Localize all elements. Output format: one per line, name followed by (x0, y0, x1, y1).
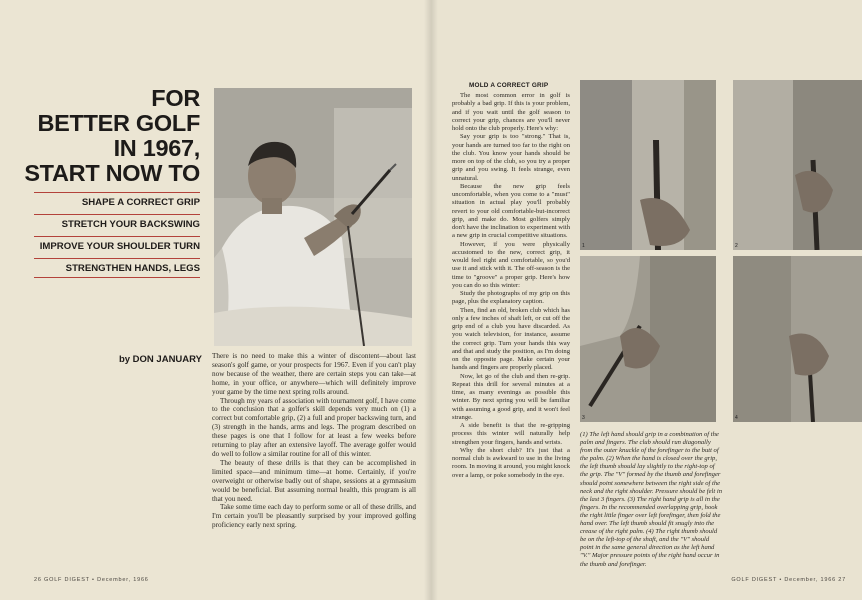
gutter (424, 0, 438, 600)
paragraph: A side benefit is that the re-gripping process this winter will naturally help strengthen your fingers, hands and wrists. (452, 422, 570, 446)
right-article-body (452, 92, 570, 480)
golfer-illustration (214, 88, 412, 346)
grip-photo-2 (733, 80, 862, 250)
grip-photo-1 (580, 80, 716, 250)
paragraph: Why the short club? It's just that a normal club is awkward to use in the living room. In moving it around, you might knock over a lamp, or poke somebody in the eye. (452, 446, 570, 479)
grip-illustration (733, 80, 862, 250)
headline-line: FOR (151, 85, 200, 111)
headline (14, 86, 200, 186)
tip-item: STRENGTHEN HANDS, LEGS (34, 258, 200, 278)
paragraph: Now, let go of the club and then re-grip. Repeat this drill for several minutes at a time, as many evenings as possible this winter. By next spring you will be familiar with assuming a good grip, and it won't feel strange. (452, 372, 570, 421)
tip-item: SHAPE A CORRECT GRIP (34, 192, 200, 210)
paragraph: Because the new grip feels uncomfortable, when you come to a "must" situation in actual play you'll probably revert to your old comfortable-but-incorrect grip, and make do. Most golfers simply don't have the inclination to experiment with a new grip in crucial competitive situations. (452, 182, 571, 240)
photo-number: 4 (735, 415, 738, 421)
tip-item: IMPROVE YOUR SHOULDER TURN (34, 236, 200, 254)
paragraph: Say your grip is too "strong." That is, your hands are turned too far to the right on the club. You know your hands should be more on top of the club, so you try a proper grip and you swing. It feels strange, even unnatural. (452, 133, 570, 182)
grip-illustration (733, 256, 862, 422)
tips-list (34, 192, 200, 282)
paragraph: Then, find an old, broken club which has only a few inches of shaft left, or cut off the grip end of a club you have discarded. As you watch television, for instance, assume the correct grip. Turn your hands this way and that and study the position, as I'm doing on the opposite page. Make certain your hands and fingers are properly placed. (452, 306, 570, 372)
photo-caption: (1) The left hand should grip in a combination of the palm and fingers. The club should run diagonally from the outer knuckle of the forefinger to the butt of the palm. (2) When the hand is closed over the grip, the left thumb should lay slightly to the right-top of the grip. The "V" formed by the thumb and forefinger should point somewhere between the right side of the neck and the right shoulder. Pressure should be felt in the last 3 fingers. (3) The right hand grip is all in the fingers. In the recommended overlapping grip, hook the right little finger over left forefinger, then fold the hand over. The left thumb should fit snugly into the crease of the right palm. (4) The right thumb should be on the left-top of the shaft, and the "V" should point in the same general direction as the left hand "V." Major pressure points of the right hand occur in the thumb and forefinger. (580, 431, 722, 568)
paragraph: There is no need to make this a winter of discontent—about last season's golf game, or your prospects for 1967. Even if you can't play now because of the weather, there are certain steps you can take—at home, in your office, or anywhere—which will definitely improve your game by the time next spring rolls around. (212, 352, 416, 396)
headline-line: START NOW TO (24, 160, 200, 186)
byline: by DON JANUARY (118, 354, 202, 365)
tip-item: STRETCH YOUR BACKSWING (34, 214, 200, 232)
grip-photo-3 (580, 256, 716, 422)
photo-number: 3 (582, 415, 585, 421)
grip-illustration (580, 80, 716, 250)
photo-number: 2 (735, 243, 738, 249)
folio-left: 26 GOLF DIGEST • December, 1966 (34, 577, 149, 583)
headline-line: BETTER GOLF (37, 110, 200, 136)
golfer-photo (214, 88, 412, 346)
left-article-body (212, 352, 416, 530)
headline-line: IN 1967, (113, 135, 200, 161)
paragraph: Study the photographs of my grip on this page, plus the explanatory caption. (452, 290, 570, 306)
grip-photo-4 (733, 256, 862, 422)
grip-illustration (580, 256, 716, 422)
paragraph: The most common error in golf is probably a bad grip. If this is your problem, and if you wait until the golf season to correct your grip, chances are you'll never hold onto the club properly. Here's why: (452, 92, 570, 132)
paragraph: The beauty of these drills is that they can be accomplished in limited space—and minimum time—at home. Certainly, if you're overweight or otherwise badly out of shape, sessions at a gymnasium would be beneficial. But assuming normal health, this program is all that you need. (212, 458, 416, 503)
paragraph: Through my years of association with tournament golf, I have come to the conclusion that a golfer's skill depends very much on (1) a correct but comfortable grip, (2) a full and proper backswing turn, and (3) strength in the hands, arms and legs. The program described on these pages is one that I follow for at least a few weeks before returning to play after an extensive layoff. The average golfer would do well to follow a similar routine for all of this winter. (212, 396, 416, 458)
photo-number: 1 (582, 243, 585, 249)
folio-right: GOLF DIGEST • December, 1966 27 (731, 577, 846, 583)
section-heading: MOLD A CORRECT GRIP (469, 82, 549, 89)
paragraph: However, if you were physically accustomed to the new, correct grip, it would feel right and comfortable, so you'd use it and stick with it. The off-season is the time to "groove" a proper grip. Here's how you can do so this winter: (452, 240, 570, 289)
paragraph: Take some time each day to perform some or all of these drills, and I'm certain you'll be pleasantly surprised by your improved golfing proficiency early next spring. (212, 503, 416, 530)
